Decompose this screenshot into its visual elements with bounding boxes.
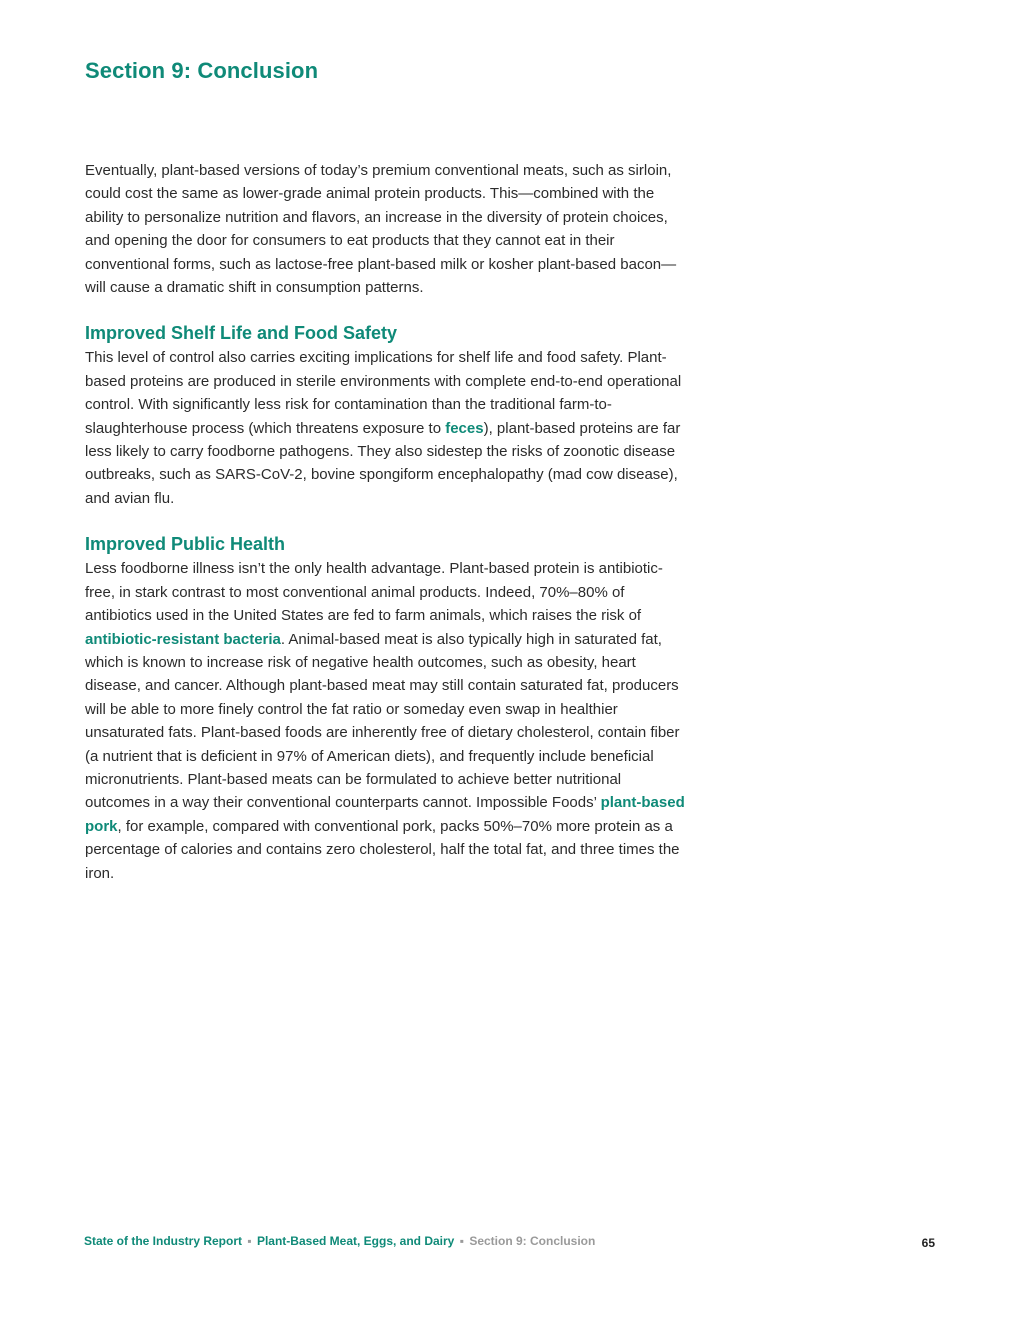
page-title: Section 9: Conclusion [85, 58, 319, 83]
plant-based-pork-link[interactable]: plant-based pork [85, 794, 685, 835]
footer-separator: ▪ [459, 1234, 464, 1248]
footer-topic: Plant-Based Meat, Eggs, and Dairy [256, 1234, 455, 1248]
public-health-text-1: Less foodborne illness isn’t the only health advantage. Plant-based protein is antibiotic-free, in stark contrast to most conventional animal products. Indeed, 70%–80% of antibiotics used in the United States are fed to farm animals, which raises the risk of [85, 560, 663, 625]
main-content [85, 159, 685, 885]
footer-breadcrumb [84, 1234, 595, 1248]
page-number: 65 [921, 1236, 935, 1250]
public-health-heading: Improved Public Health [85, 534, 286, 555]
shelf-life-text-2: ), plant-based proteins are far less likely to carry foodborne pathogens. They also sidestep the risks of zoonotic disease outbreaks, such as SARS-CoV-2, bovine spongiform encephalopathy (mad cow disease), and avian flu. [85, 419, 681, 507]
footer-report-title: State of the Industry Report [84, 1234, 243, 1248]
antibiotic-resistant-bacteria-link[interactable]: antibiotic-resistant bacteria [85, 630, 281, 648]
public-health-paragraph [85, 557, 685, 885]
footer-section: Section 9: Conclusion [469, 1234, 596, 1248]
shelf-life-paragraph [85, 346, 685, 510]
intro-paragraph: Eventually, plant-based versions of today’s premium conventional meats, such as sirloin, could cost the same as lower-grade animal protein products. This—combined with the ability to personalize nutrition and flavors, an increase in the diversity of protein choices, and opening the door for consumers to eat products that they cannot eat in their conventional forms, such as lactose-free plant-based milk or kosher plant-based bacon—will cause a dramatic shift in consumption patterns. [85, 162, 677, 297]
feces-link[interactable]: feces [445, 419, 484, 437]
public-health-text-2: . Animal-based meat is also typically high in saturated fat, which is known to increase risk of negative health outcomes, such as obesity, heart disease, and cancer. Although plant-based meat may still contain saturated fat, producers will be able to more finely control the fat ratio or someday even swap in healthier unsaturated fats. Plant-based foods are inherently free of dietary cholesterol, contain fiber (a nutrient that is deficient in 97% of American diets), and frequently include beneficial micronutrients. Plant-based meats can be formulated to achieve better nutritional outcomes in a way their conventional counterparts cannot. Impossible Foods’ [85, 630, 680, 812]
footer-separator: ▪ [247, 1234, 252, 1248]
public-health-text-3: , for example, compared with conventional pork, packs 50%–70% more protein as a percentage of calories and contains zero cholesterol, half the total fat, and three times the iron. [85, 817, 680, 882]
shelf-life-text-1: This level of control also carries exciting implications for shelf life and food safety. Plant-based proteins are produced in sterile environments with complete end-to-end operational control. With significantly less risk for contamination than the traditional farm-to-slaughterhouse process (which threatens exposure to [85, 349, 682, 437]
shelf-life-heading: Improved Shelf Life and Food Safety [85, 323, 398, 344]
